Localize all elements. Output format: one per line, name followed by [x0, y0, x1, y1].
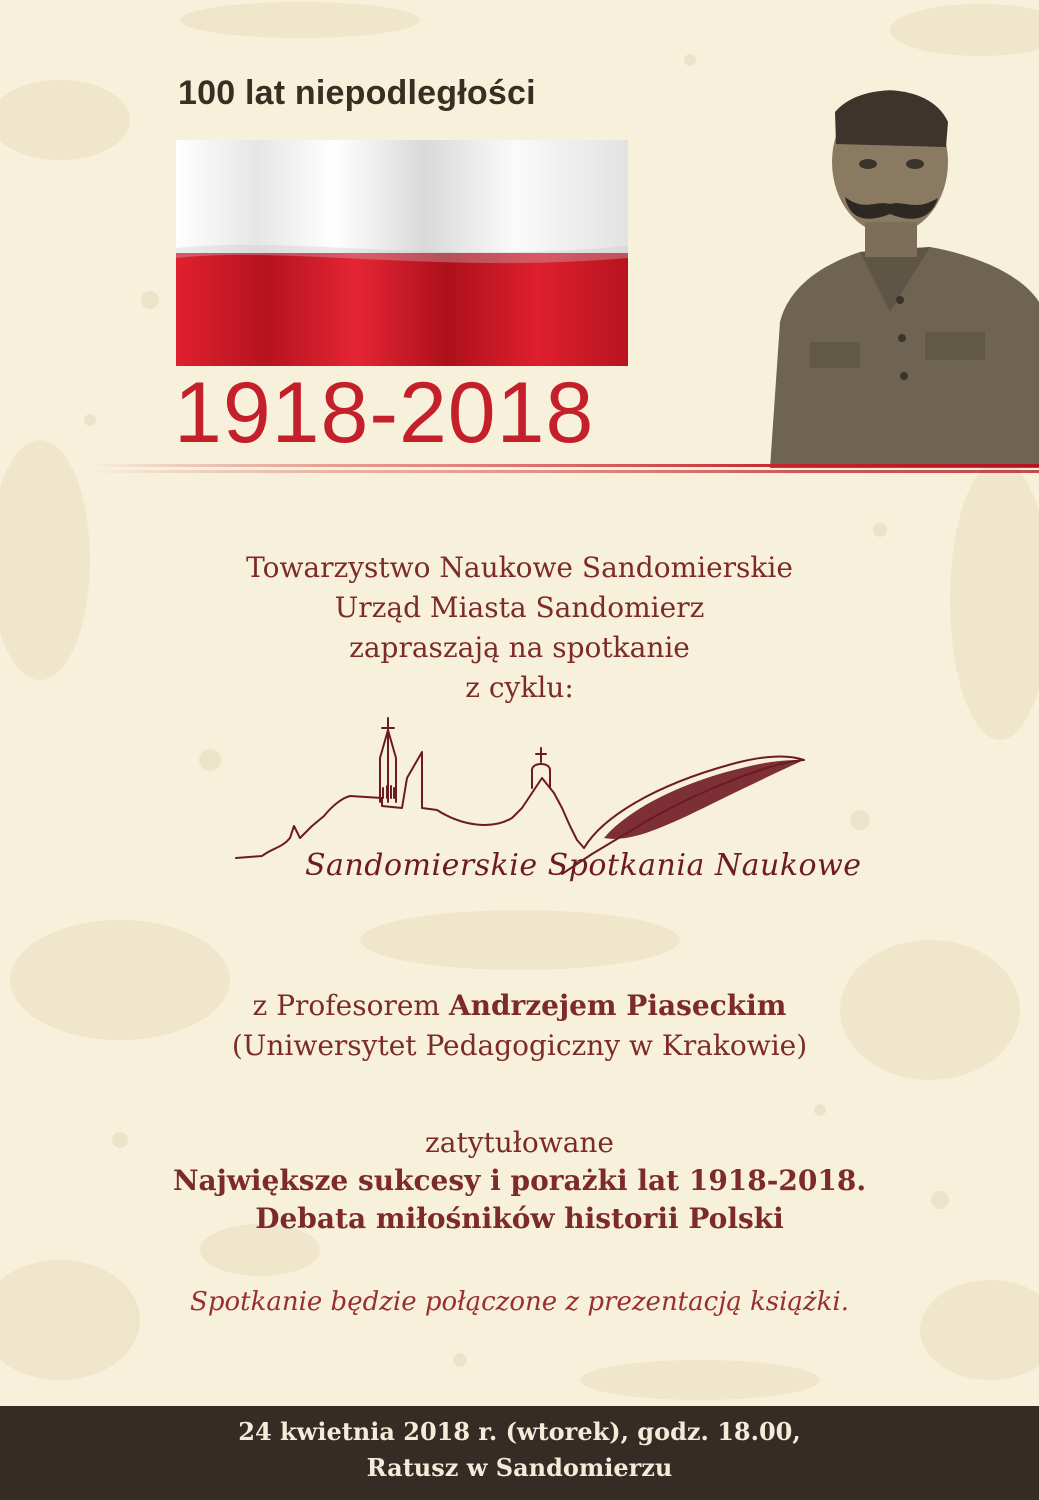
polish-flag [176, 140, 628, 366]
series-logo-text: Sandomierskie Spotkania Naukowe [305, 848, 862, 883]
guest-block [0, 986, 1039, 1066]
header-divider [90, 462, 1039, 476]
talk-title-block [0, 1124, 1039, 1238]
organizer-line-1: Towarzystwo Naukowe Sandomierskie [246, 551, 793, 584]
talk-intro: zatytułowane [425, 1126, 614, 1159]
talk-title-line-2: Debata miłośników historii Polski [255, 1202, 784, 1235]
event-date-time: 24 kwietnia 2018 r. (wtorek), godz. 18.00, [238, 1417, 801, 1446]
event-footer [0, 1406, 1039, 1500]
invitation-line: zapraszają na spotkanie [349, 631, 690, 664]
talk-title-line-1: Największe sukcesy i porażki lat 1918-2018. [172, 1164, 867, 1197]
event-venue: Ratusz w Sandomierzu [366, 1453, 673, 1482]
years-range: 1918-2018 [174, 365, 595, 461]
guest-name: Andrzejem Piaseckim [448, 989, 787, 1022]
organizer-line-2: Urząd Miasta Sandomierz [334, 591, 705, 624]
series-intro-line: z cyklu: [465, 671, 574, 704]
book-presentation-note: Spotkanie będzie połączone z prezentacją książki. [190, 1287, 849, 1317]
portrait-photo [750, 72, 1039, 468]
guest-affiliation: (Uniwersytet Pedagogiczny w Krakowie) [231, 1029, 808, 1062]
headline: 100 lat niepodległości [178, 74, 536, 112]
guest-prefix: z Profesorem [252, 989, 440, 1022]
guest-line [0, 986, 1039, 1026]
organizers-block [0, 548, 1039, 708]
